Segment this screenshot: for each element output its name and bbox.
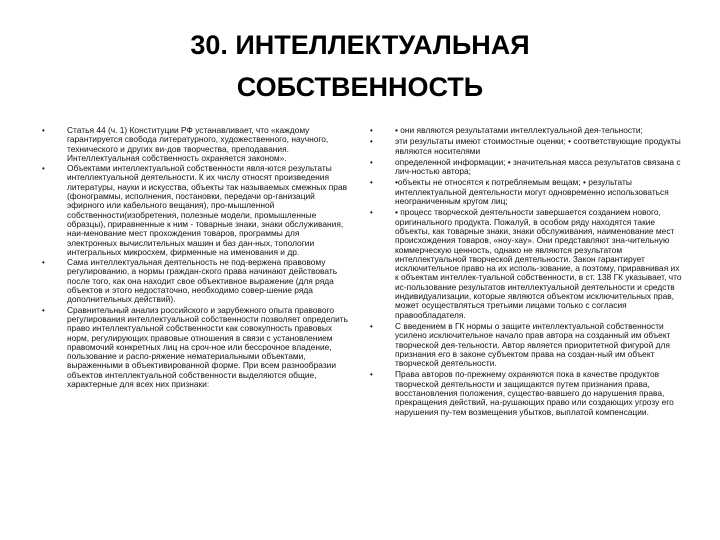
bullet-marker: • [370, 137, 373, 147]
bullet-marker: • [370, 157, 373, 167]
left-column [42, 126, 350, 390]
list-item [370, 322, 684, 368]
list-item [370, 370, 684, 416]
list-item-text: Объектами интеллектуальной собственности явля-ются результаты интеллектуальной деятельности. К их числу относят произведения литературы, науки и искусства, объекты так называемых смежных прав (фонограммы, исполнения, постановки, передачи ор-ганизаций эфирного или кабельного вещания), про-мышленной собственности(изобретения, полезные модели, промышленные образцы), приравненные к ним - товарные знаки, знаки обслуживания, наи-менование мест прохождения товаров, программы для электронных вычислительных машин и баз дан-ных, топологии интегральных микросхем, фирменные на именования и др. [67, 163, 348, 257]
list-item-text: • они являются результатами интеллектуальной дея-тельности; [395, 125, 643, 135]
list-item-text: эти результаты имеют стоимостные оценки; • соответствующие продукты являются носителями [395, 136, 681, 156]
bullet-marker: • [370, 178, 373, 188]
bullet-marker: • [370, 126, 373, 135]
list-item [42, 126, 350, 163]
bullet-marker: • [42, 126, 45, 135]
list-item [42, 258, 350, 304]
bullet-marker: • [42, 258, 45, 268]
list-item-text: Статья 44 (ч. 1) Конституции РФ устанавливает, что «каждому гарантируется свобода литературного, художественного, научного, технического и других ви-дов творчества, преподавания. Интеллектуальная собственность охраняется законом». [67, 125, 329, 163]
list-item [370, 208, 684, 320]
bullet-marker: • [370, 321, 373, 331]
list-item [370, 178, 684, 206]
list-item-text: •объекты не относятся к потребляемым вещам; • результаты интеллектуальной деятельности могут одновременно использоваться неограниченным кругом лиц; [395, 177, 669, 207]
slide-title-line-1: 30. ИНТЕЛЛЕКТУАЛЬНАЯ [190, 30, 530, 60]
list-item-text: Сравнительный анализ российского и зарубежного опыта правового регулирования интеллектуальной собственности позволяет определить право интеллектуальной собственности как совокупность правовых норм, регулирующих правовые отношения в связи с установлением правомочий конкретных лиц на сроч-ное или бессрочное владение, пользование и распо-ряжение нематериальными объектами, выраженными в объективированной форме. При всем разнообразии объектов интеллектуальной собственности выделяются общие, характерные для всех них признаки: [67, 304, 348, 390]
right-column [370, 126, 684, 419]
list-item-text: определенной информации; • значительная масса результатов связана с лич-ностью автора; [395, 156, 681, 177]
list-item-text: • процесс творческой деятельности завершается созданием нового, оригинального продукта. Пожалуй, в особом ряду находятся такие объекты, как товарные знаки, знаки обслуживания, наименование мест происхождения товаров, «ноу-хау». Они представляют зна-чительную коммерческую ценность, однако не являются результатом интеллектуальной творческой деятельности. Закон гарантирует исключительное право на их исполь-зование, а поэтому, приравнивая их к объектам интеллек-туальной собственности, в ст. 138 ГК указывает, что ис-пользование результатов интеллектуальной деятельности и средств индивидуализации, которые являются объектом исключительных прав, может осуществляться третьими лицами только с согласия правообладателя. [395, 207, 682, 320]
list-item [42, 164, 350, 257]
bullet-marker: • [370, 208, 373, 218]
list-item-text: Права авторов по-прежнему охраняются пока в качестве продуктов творческой деятельности и защищаются путем признания права, восстановления положения, существо-вавшего до нарушения права, прекращения действий, на-рушающих право или создающих угрозу его нарушения пу-тем возмещения убытков, выплатой компенсации. [395, 369, 674, 417]
slide-title-line-2: СОБСТВЕННОСТЬ [236, 72, 484, 102]
bullet-marker: • [370, 370, 373, 380]
list-item [42, 306, 350, 390]
right-bullet-list [370, 126, 684, 417]
bullet-marker: • [42, 305, 45, 315]
list-item-text: Сама интеллектуальная деятельность не под-вержена правовому регулированию, а нормы граждан-ского права начинают действовать после того, как она находит свое объективное выражение (для ряда объектов и этого недостаточно, необходимо совер-шение ряда дополнительных действий). [67, 257, 338, 305]
left-bullet-list [42, 126, 350, 389]
list-item [370, 137, 684, 156]
bullet-marker: • [42, 164, 45, 174]
list-item [370, 126, 684, 135]
slide-title [0, 24, 720, 108]
list-item-text: С введением в ГК нормы о защите интеллектуальной собственности усилено исключительное начало прав автора на созданный им объект творческой дея-тельности. Автор является приоритетной фигурой для признания его в законе субъектом права на создан-ный им объект творческой деятельности. [395, 320, 671, 369]
list-item [370, 158, 684, 177]
